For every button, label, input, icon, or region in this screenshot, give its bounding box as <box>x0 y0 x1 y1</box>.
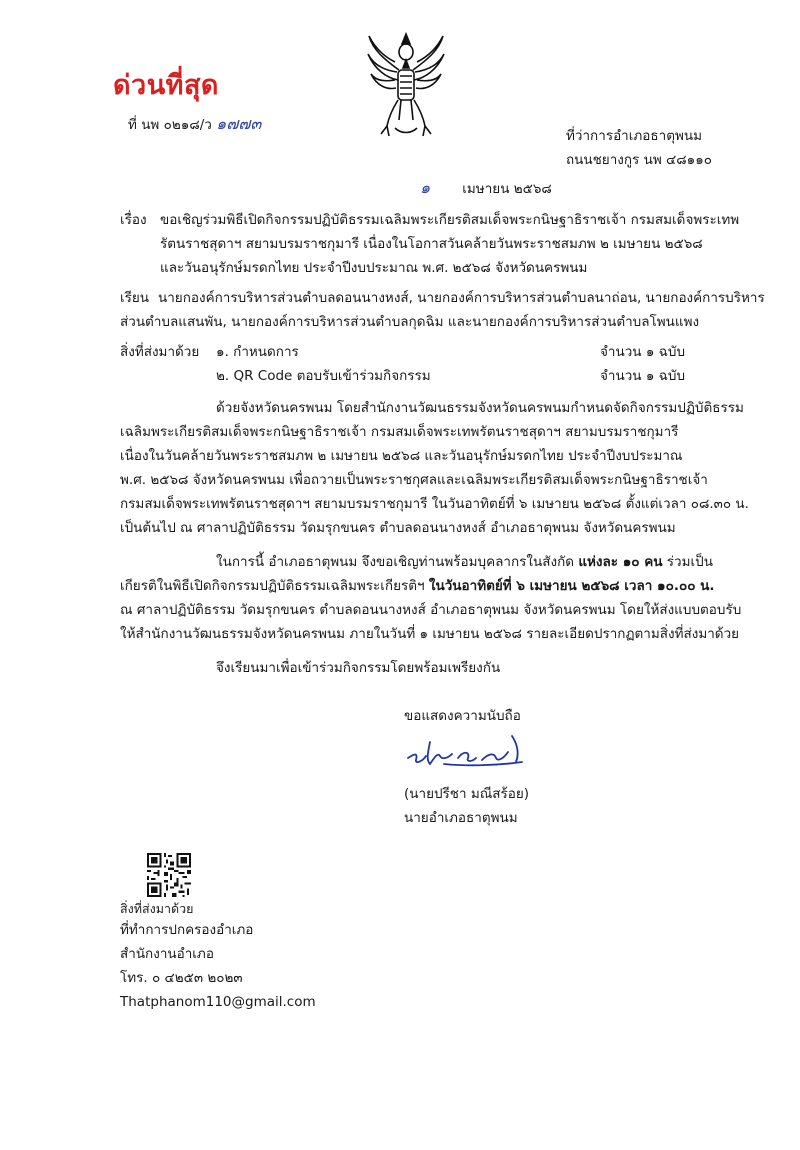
signatory-name: (นายปรีชา มณีสร้อย) <box>404 786 530 802</box>
office-address: ถนนชยางกูร นพ ๔๘๑๑๐ <box>566 152 713 168</box>
body-text: ในการนี้ อำเภอธาตุพนม จึงขอเชิญท่านพร้อมบุคลากรในสังกัด <box>216 554 579 570</box>
body-paragraph-line: เฉลิมพระเกียรติสมเด็จพระกนิษฐาธิราชเจ้า กรมสมเด็จพระเทพรัตนราชสุดาฯ สยามบรมราชกุมารี <box>120 424 679 440</box>
qr-caption: สิ่งที่ส่งมาด้วย <box>120 901 194 916</box>
office-name: ที่ว่าการอำเภอธาตุพนม <box>566 128 702 144</box>
enclosure-item: ๒. QR Code ตอบรับเข้าร่วมกิจกรรม <box>216 368 431 384</box>
letter-date <box>420 176 552 201</box>
footer-section: สำนักงานอำเภอ <box>120 946 214 962</box>
signatory-position: นายอำเภอธาตุพนม <box>404 810 518 826</box>
body-paragraph-line: พ.ศ. ๒๕๖๘ จังหวัดนครพนม เพื่อถวายเป็นพระราชกุศลและเฉลิมพระเกียรติสมเด็จพระกนิษฐาธิราชเจ้า <box>120 472 708 488</box>
date-day-handwritten: ๑ <box>420 178 431 197</box>
body-paragraph-line <box>120 574 715 598</box>
reference-handwritten-number: ๑๗๗๓ <box>216 114 262 133</box>
footer-department: ที่ทำการปกครองอำเภอ <box>120 922 254 938</box>
body-paragraph-line: ณ ศาลาปฏิบัติธรรม วัดมรุกขนคร ตำบลดอนนางหงส์ อำเภอธาตุพนม จังหวัดนครพนม โดยให้ส่งแบบตอบรับ <box>120 602 742 618</box>
body-paragraph-line: เป็นต้นไป ณ ศาลาปฏิบัติธรรม วัดมรุกขนคร ตำบลดอนนางหงส์ อำเภอธาตุพนม จังหวัดนครพนม <box>120 520 676 536</box>
qr-code-icon <box>147 853 191 897</box>
reference-label: ที่ นพ ๐๒๑๘/ว <box>128 117 212 133</box>
recipient-line: นายกองค์การบริหารส่วนตำบลดอนนางหงส์, นายกองค์การบริหารส่วนตำบลนาถ่อน, นายกองค์การบริหาร <box>158 290 765 306</box>
body-text: เกียรติในพิธีเปิดกิจกรรมปฏิบัติธรรมเฉลิมพระเกียรติฯ <box>120 578 429 594</box>
body-paragraph-line: กรมสมเด็จพระเทพรัตนราชสุดาฯ สยามบรมราชกุมารี ในวันอาทิตย์ที่ ๖ เมษายน ๒๕๖๘ ตั้งแต่เวลา ๐๘.๓๐ น. <box>120 496 749 512</box>
event-datetime-emphasis: ในวันอาทิตย์ที่ ๖ เมษายน ๒๕๖๘ เวลา ๑๐.๐๐ น. <box>428 578 715 594</box>
garuda-emblem-icon <box>365 30 447 142</box>
closing-paragraph: จึงเรียนมาเพื่อเข้าร่วมกิจกรรมโดยพร้อมเพรียงกัน <box>216 660 501 676</box>
recipient-line: ส่วนตำบลแสนพัน, นายกองค์การบริหารส่วนตำบลกุดฉิม และนายกองค์การบริหารส่วนตำบลโพนแพง <box>120 314 700 330</box>
footer-phone: โทร. ๐ ๔๒๕๓ ๒๐๒๓ <box>120 970 243 986</box>
date-month-year: เมษายน ๒๕๖๘ <box>462 181 552 197</box>
footer-email[interactable]: Thatphanom110@gmail.com <box>120 994 316 1010</box>
body-paragraph-line: เนื่องในวันคล้ายวันพระราชสมภพ ๒ เมษายน ๒๕๖๘ และวันอนุรักษ์มรดกไทย ประจำปีงบประมาณ <box>120 448 683 464</box>
enclosure-quantity: จำนวน ๑ ฉบับ <box>600 368 686 384</box>
closing-regards: ขอแสดงความนับถือ <box>404 708 521 724</box>
enclosures-label: สิ่งที่ส่งมาด้วย <box>120 344 200 360</box>
signature-image <box>404 728 534 770</box>
subject-line: ขอเชิญร่วมพิธีเปิดกิจกรรมปฏิบัติธรรมเฉลิมพระเกียรติสมเด็จพระกนิษฐาธิราชเจ้า กรมสมเด็จพระเทพ <box>160 212 740 228</box>
body-text: ร่วมเป็น <box>662 554 713 570</box>
subject-line: และวันอนุรักษ์มรดกไทย ประจำปีงบประมาณ พ.ศ. ๒๕๖๘ จังหวัดนครพนม <box>160 260 588 276</box>
body-paragraph-line: ให้สำนักงานวัฒนธรรมจังหวัดนครพนม ภายในวันที่ ๑ เมษายน ๒๕๖๘ รายละเอียดปรากฏตามสิ่งที่ส่งมาด้วย <box>120 626 740 642</box>
body-paragraph-line <box>216 550 713 574</box>
subject-line: รัตนราชสุดาฯ สยามบรมราชกุมารี เนื่องในโอกาสวันคล้ายวันพระราชสมภพ ๒ เมษายน ๒๕๖๘ <box>160 236 703 252</box>
attendee-count-emphasis: แห่งละ ๑๐ คน <box>578 554 663 570</box>
recipient-label: เรียน <box>120 290 150 306</box>
enclosure-quantity: จำนวน ๑ ฉบับ <box>600 344 686 360</box>
body-paragraph-line: ด้วยจังหวัดนครพนม โดยสำนักงานวัฒนธรรมจังหวัดนครพนมกำหนดจัดกิจกรรมปฏิบัติธรรม <box>216 400 744 416</box>
urgency-stamp: ด่วนที่สุด <box>113 70 219 101</box>
reference-number <box>128 112 261 137</box>
subject-label: เรื่อง <box>120 212 147 228</box>
enclosure-item: ๑. กำหนดการ <box>216 344 299 360</box>
